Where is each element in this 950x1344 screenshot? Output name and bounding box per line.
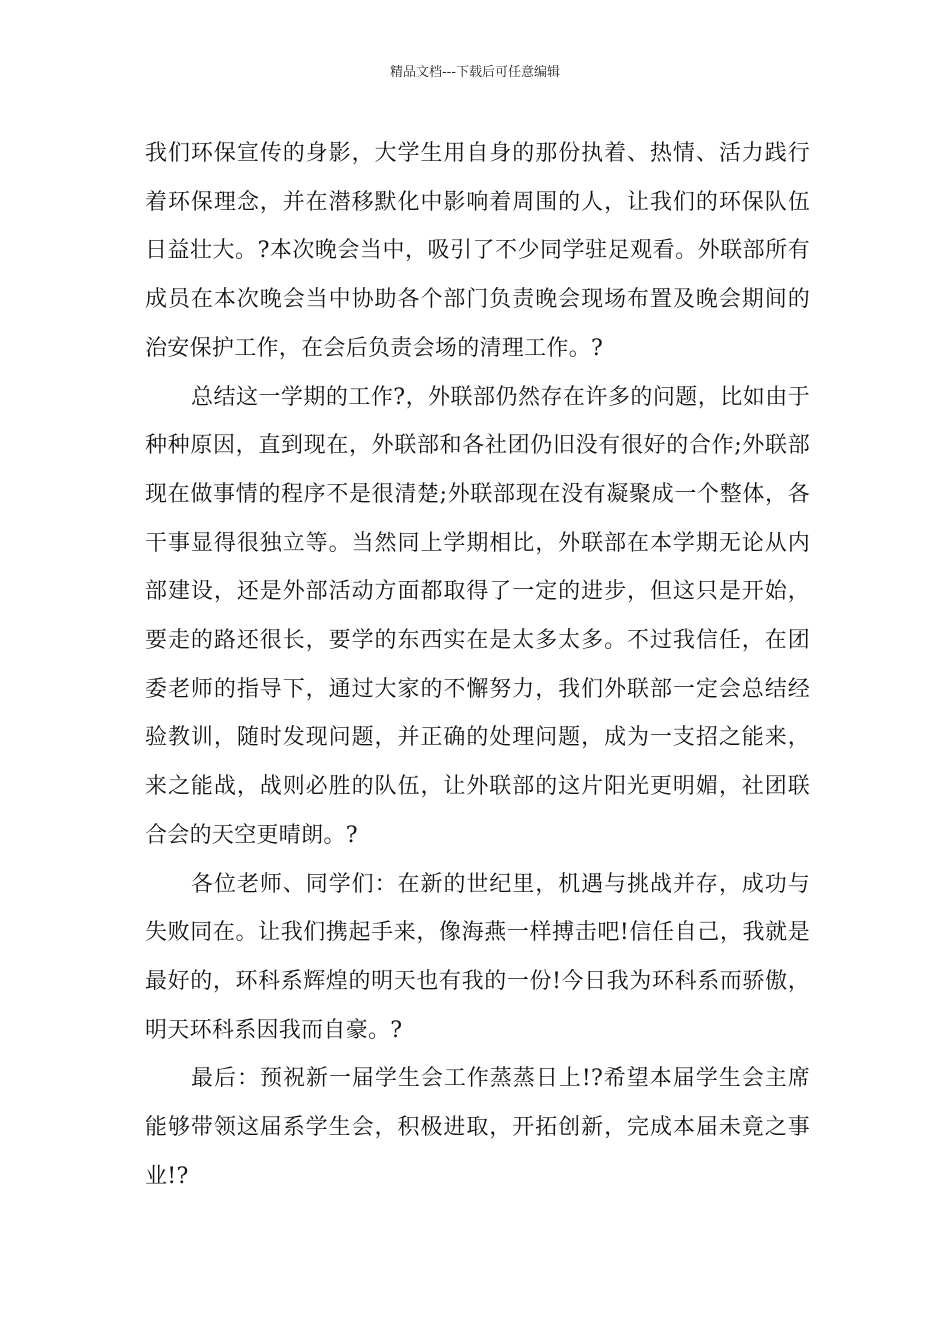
paragraph-3: 各位老师、同学们：在新的世纪里，机遇与挑战并存，成功与失败同在。让我们携起手来，像海燕一样搏击吧!信任自己，我就是最好的，环科系辉煌的明天也有我的一份!今日我为环科系而骄傲，明天环科系因我而自豪。? [145, 871, 810, 1043]
paragraph-4: 最后：预祝新一届学生会工作蒸蒸日上!?希望本届学生会主席能够带领这届系学生会，积极进取，开拓创新，完成本届未竟之事业!? [145, 1066, 810, 1189]
paragraph-1: 我们环保宣传的身影，大学生用自身的那份执着、热情、活力践行着环保理念，并在潜移默化中影响着周围的人，让我们的环保队伍日益壮大。?本次晚会当中，吸引了不少同学驻足观看。外联部所有成员在本次晚会当中协助各个部门负责晚会现场布置及晚会期间的治安保护工作，在会后负责会场的清理工作。? [145, 141, 810, 361]
page-header: 精品文档---下载后可任意编辑 [389, 65, 561, 80]
document-body [145, 130, 810, 1201]
paragraph-2: 总结这一学期的工作?，外联部仍然存在许多的问题，比如由于种种原因，直到现在，外联部和各社团仍旧没有很好的合作;外联部现在做事情的程序不是很清楚;外联部现在没有凝聚成一个整体，各干事显得很独立等。当然同上学期相比，外联部在本学期无论从内部建设，还是外部活动方面都取得了一定的进步，但这只是开始，要走的路还很长，要学的东西实在是太多太多。不过我信任，在团委老师的指导下，通过大家的不懈努力，我们外联部一定会总结经验教训，随时发现问题，并正确的处理问题，成为一支招之能来，来之能战，战则必胜的队伍，让外联部的这片阳光更明媚，社团联合会的天空更晴朗。? [145, 384, 810, 848]
